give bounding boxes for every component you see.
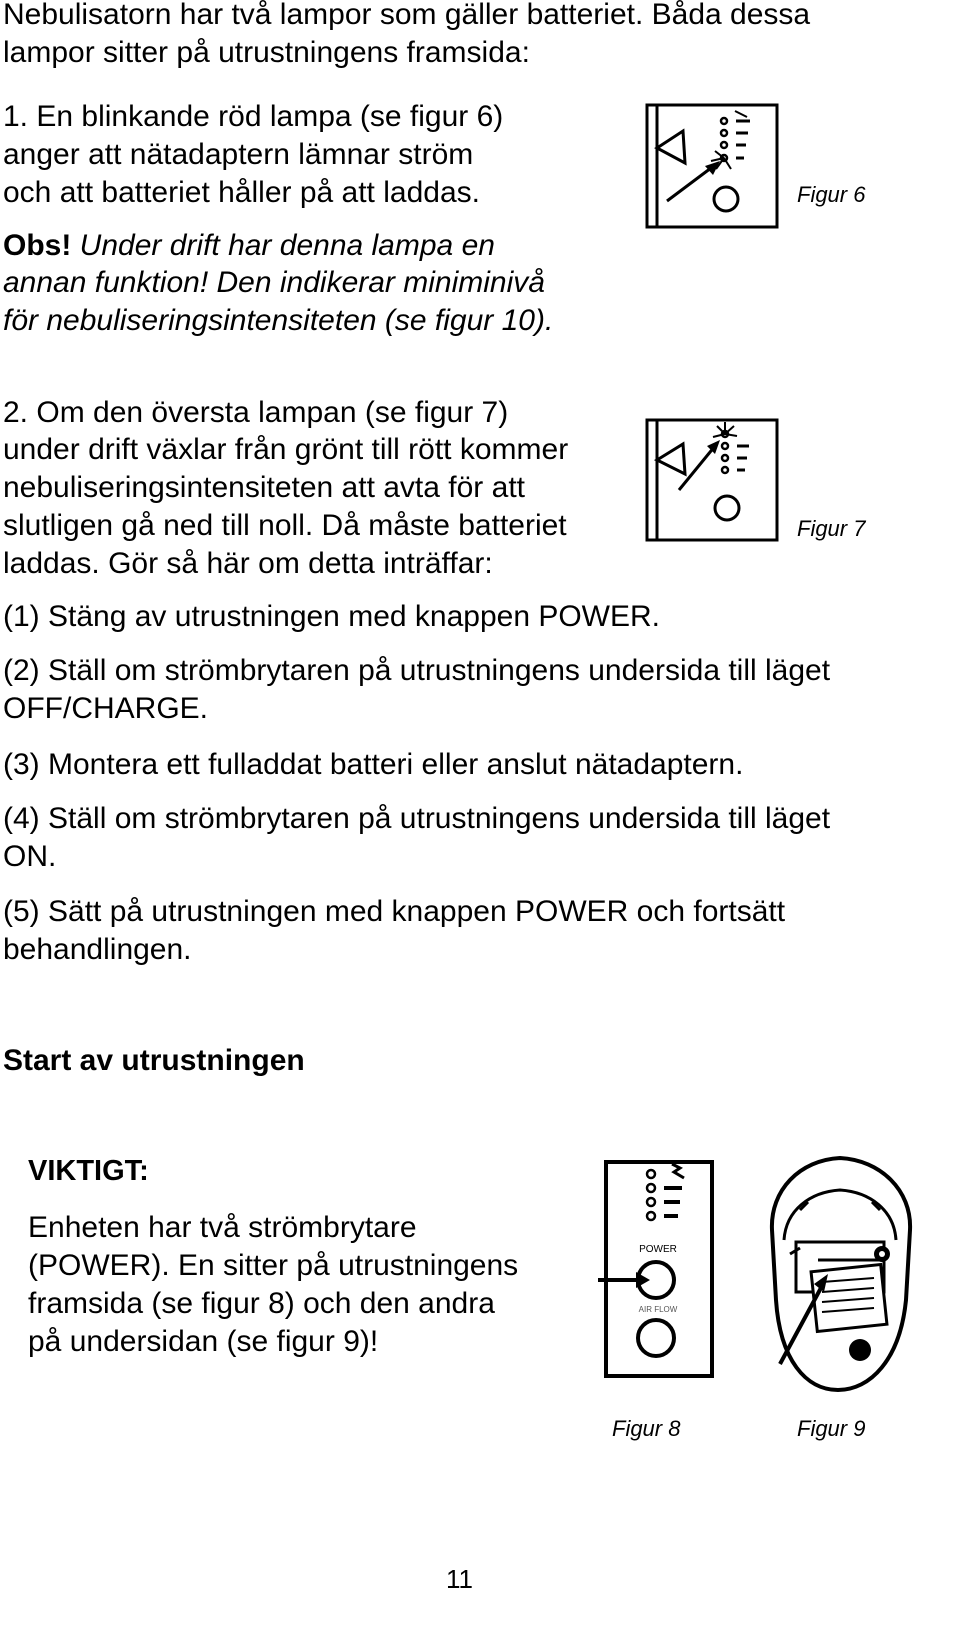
figure-7-battery-lamp-diagram [645, 418, 785, 542]
item2-line-1: 2. Om den översta lampan (se figur 7) [3, 396, 509, 429]
step-3: (3) Montera ett fulladdat batteri eller anslut nätadaptern. [3, 748, 744, 781]
obs-line-3: för nebuliseringsintensiteten (se figur 10). [3, 304, 554, 337]
obs-text-1: Under drift har denna lampa en [71, 229, 495, 262]
page-number: 11 [446, 1564, 473, 1594]
important-line-2: (POWER). En sitter på utrustningens [28, 1249, 519, 1282]
obs-line-2: annan funktion! Den indikerar miniminivå [3, 266, 545, 299]
step-2-line-2: OFF/CHARGE. [3, 692, 209, 725]
item1-line-3: och att batteriet håller på att laddas. [3, 176, 480, 209]
figure-6-caption: Figur 6 [797, 182, 866, 207]
obs-line-1 [3, 227, 495, 265]
step-4-line-1: (4) Ställ om strömbrytaren på utrustningens undersida till läget [3, 802, 831, 835]
figure-8-front-panel-diagram [598, 1158, 720, 1380]
step-1: (1) Stäng av utrustningen med knappen POWER. [3, 600, 661, 633]
figure-9-caption: Figur 9 [797, 1416, 866, 1441]
item1-line-2: anger att nätadaptern lämnar ström [3, 138, 474, 171]
figure-6-battery-lamp-diagram [645, 103, 785, 231]
item1-line-1: 1. En blinkande röd lampa (se figur 6) [3, 100, 504, 133]
item2-line-5: laddas. Gör så här om detta inträffar: [3, 547, 493, 580]
figure-9-underside-diagram [760, 1150, 920, 1400]
step-4-line-2: ON. [3, 840, 57, 873]
step-2-line-1: (2) Ställ om strömbrytaren på utrustningens undersida till läget [3, 654, 831, 687]
section-heading: Start av utrustningen [3, 1044, 305, 1077]
figure-7-caption: Figur 7 [797, 516, 866, 541]
important-label: VIKTIGT: [28, 1155, 149, 1187]
power-label: POWER [639, 1244, 677, 1255]
step-5-line-2: behandlingen. [3, 933, 192, 966]
intro-line-2: lampor sitter på utrustningens framsida: [3, 36, 530, 69]
important-line-1: Enheten har två strömbrytare [28, 1211, 417, 1244]
intro-line-1: Nebulisatorn har två lampor som gäller batteriet. Båda dessa [3, 0, 811, 31]
obs-label: Obs! [3, 229, 72, 262]
item2-line-2: under drift växlar från grönt till rött kommer [3, 433, 569, 466]
airflow-label: AIR FLOW [638, 1305, 678, 1314]
step-5-line-1: (5) Sätt på utrustningen med knappen POWER och fortsätt [3, 895, 786, 928]
important-line-4: på undersidan (se figur 9)! [28, 1325, 379, 1358]
item2-line-4: slutligen gå ned till noll. Då måste batteriet [3, 509, 567, 542]
figure-8-caption: Figur 8 [612, 1416, 681, 1441]
item2-line-3: nebuliseringsintensiteten att avta för att [3, 471, 525, 504]
important-line-3: framsida (se figur 8) och den andra [28, 1287, 495, 1320]
